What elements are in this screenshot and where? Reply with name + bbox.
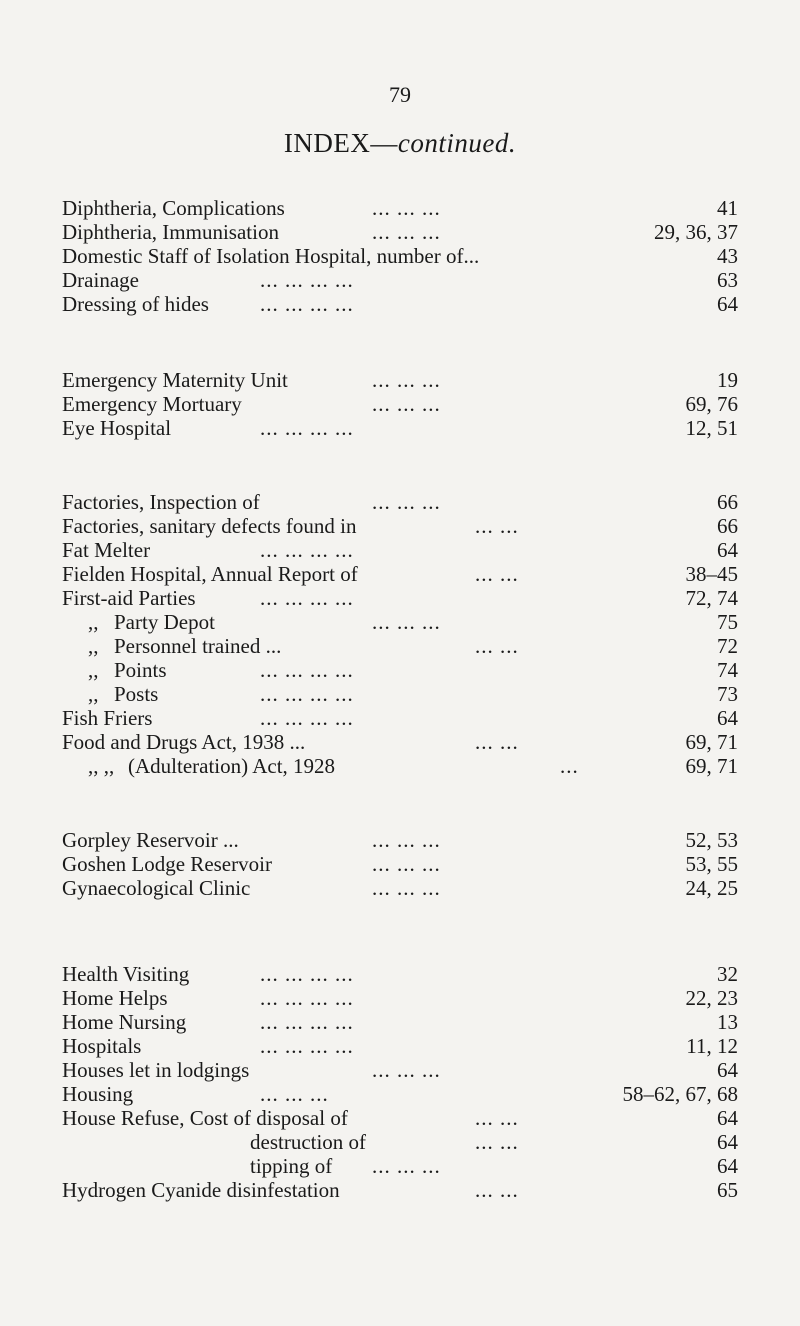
index-entry (0, 634, 800, 658)
index-entry (0, 1154, 800, 1178)
entry-pages: 11, 12 (686, 1034, 738, 1058)
entry-leader-dots: ... ... ... ... (260, 1034, 354, 1058)
entry-leader-dots: ... ... ... (372, 490, 441, 514)
entry-term: Houses let in lodgings (62, 1058, 250, 1082)
ditto-mark: ,, (88, 682, 99, 706)
entry-subterm: Personnel trained ... (114, 634, 282, 658)
entry-term: Eye Hospital (62, 416, 172, 440)
entry-leader-dots: ... ... (475, 730, 519, 754)
ditto-mark: ,, (88, 610, 99, 634)
entry-term: Health Visiting (62, 962, 190, 986)
entry-pages: 32 (717, 962, 738, 986)
entry-subterm: Party Depot (114, 610, 215, 634)
entry-subterm: tipping of (250, 1154, 333, 1178)
page-title-continued: continued. (397, 128, 517, 158)
entry-leader-dots: ... ... ... (372, 610, 441, 634)
index-entry (0, 538, 800, 562)
entry-leader-dots: ... ... (475, 634, 519, 658)
index-entry (0, 1010, 800, 1034)
entry-term: Factories, sanitary defects found in (62, 514, 357, 538)
index-entry (0, 1130, 800, 1154)
entry-pages: 64 (717, 706, 738, 730)
entry-leader-dots: ... ... ... ... (260, 538, 354, 562)
entry-leader-dots: ... ... (475, 562, 519, 586)
page-title-main: INDEX (283, 128, 371, 158)
entry-leader-dots: ... ... ... (372, 196, 441, 220)
entry-term: Diphtheria, Complications (62, 196, 285, 220)
entry-pages: 29, 36, 37 (654, 220, 738, 244)
entry-leader-dots: ... ... ... ... (260, 268, 354, 292)
entry-pages: 38–45 (685, 562, 738, 586)
page-title (0, 128, 800, 159)
entry-leader-dots: ... ... ... ... (260, 986, 354, 1010)
index-entry (0, 292, 800, 316)
index-entry (0, 986, 800, 1010)
entry-term (88, 658, 167, 682)
entry-pages: 69, 71 (685, 754, 738, 778)
entry-term: House Refuse, Cost of disposal of (62, 1106, 348, 1130)
entry-term: Factories, Inspection of (62, 490, 260, 514)
entry-leader-dots: ... ... ... (372, 852, 441, 876)
index-entry (0, 416, 800, 440)
index-entry (0, 1106, 800, 1130)
entry-term: Dressing of hides (62, 292, 209, 316)
entry-term: Food and Drugs Act, 1938 ... (62, 730, 306, 754)
entry-leader-dots: ... ... ... ... (260, 962, 354, 986)
entry-pages: 24, 25 (685, 876, 738, 900)
entry-pages: 58–62, 67, 68 (622, 1082, 738, 1106)
entry-subterm: destruction of (250, 1130, 367, 1154)
index-entry (0, 1178, 800, 1202)
index-entry (0, 196, 800, 220)
entry-term: Gorpley Reservoir ... (62, 828, 239, 852)
index-entry (0, 514, 800, 538)
index-entry (0, 706, 800, 730)
entry-term: Emergency Maternity Unit (62, 368, 288, 392)
ditto-mark: ,, ,, (88, 754, 115, 778)
entry-pages: 75 (717, 610, 738, 634)
index-entry (0, 1034, 800, 1058)
entry-pages: 72 (717, 634, 738, 658)
entry-term (88, 610, 215, 634)
entry-term: Goshen Lodge Reservoir (62, 852, 272, 876)
entry-leader-dots: ... ... (475, 1106, 519, 1130)
entry-leader-dots: ... ... (475, 1130, 519, 1154)
index-entry (0, 682, 800, 706)
entry-leader-dots: ... ... ... (372, 220, 441, 244)
index-entry (0, 586, 800, 610)
entry-leader-dots: ... ... ... (372, 368, 441, 392)
index-entry (0, 730, 800, 754)
page-number: 79 (389, 82, 411, 107)
entry-term: Housing (62, 1082, 134, 1106)
ditto-mark: ,, (88, 634, 99, 658)
entry-pages: 19 (717, 368, 738, 392)
index-entry (0, 962, 800, 986)
entry-leader-dots: ... (560, 754, 579, 778)
entry-term: Gynaecological Clinic (62, 876, 251, 900)
entry-pages: 64 (717, 1154, 738, 1178)
index-entry (0, 852, 800, 876)
entry-pages: 73 (717, 682, 738, 706)
entry-pages: 66 (717, 490, 738, 514)
entry-pages: 72, 74 (685, 586, 738, 610)
entry-leader-dots: ... ... ... (372, 828, 441, 852)
entry-term: Diphtheria, Immunisation (62, 220, 279, 244)
entry-leader-dots: ... ... ... (372, 876, 441, 900)
entry-pages: 53, 55 (685, 852, 738, 876)
index-entry (0, 392, 800, 416)
entry-subterm: (Adulteration) Act, 1928 (128, 754, 336, 778)
index-entry (0, 754, 800, 778)
index-entry (0, 244, 800, 268)
entry-term (88, 754, 335, 778)
entry-subterm: Posts (114, 682, 159, 706)
entry-term (88, 682, 158, 706)
entry-pages: 74 (717, 658, 738, 682)
index-section-g (0, 828, 800, 900)
entry-pages: 12, 51 (685, 416, 738, 440)
entry-pages: 52, 53 (685, 828, 738, 852)
entry-leader-dots: ... ... (475, 1178, 519, 1202)
index-section-h (0, 962, 800, 1202)
entry-pages: 64 (717, 1058, 738, 1082)
entry-leader-dots: ... ... ... (372, 392, 441, 416)
entry-term: Hospitals (62, 1034, 142, 1058)
entry-leader-dots: ... ... ... ... (260, 416, 354, 440)
index-entry (0, 562, 800, 586)
entry-pages: 65 (717, 1178, 738, 1202)
entry-term: Drainage (62, 268, 139, 292)
entry-term: Home Helps (62, 986, 168, 1010)
entry-leader-dots: ... ... (475, 514, 519, 538)
entry-term: First-aid Parties (62, 586, 196, 610)
entry-pages: 13 (717, 1010, 738, 1034)
entry-term: Home Nursing (62, 1010, 187, 1034)
index-entry (0, 268, 800, 292)
index-entry (0, 876, 800, 900)
entry-leader-dots: ... ... ... (372, 1154, 441, 1178)
entry-term: Domestic Staff of Isolation Hospital, number of... (62, 244, 480, 268)
entry-term: Hydrogen Cyanide disinfestation (62, 1178, 340, 1202)
entry-leader-dots: ... ... ... ... (260, 292, 354, 316)
entry-pages: 22, 23 (685, 986, 738, 1010)
entry-pages: 69, 76 (685, 392, 738, 416)
entry-leader-dots: ... ... ... (372, 1058, 441, 1082)
entry-pages: 64 (717, 1106, 738, 1130)
index-section-e (0, 368, 800, 440)
index-entry (0, 828, 800, 852)
entry-pages: 63 (717, 268, 738, 292)
entry-pages: 64 (717, 1130, 738, 1154)
page-title-dash: — (370, 128, 398, 158)
index-section-f (0, 490, 800, 778)
entry-term (88, 634, 281, 658)
entry-pages: 43 (717, 244, 738, 268)
index-entry (0, 1058, 800, 1082)
entry-term: Fielden Hospital, Annual Report of (62, 562, 358, 586)
entry-pages: 69, 71 (685, 730, 738, 754)
index-entry (0, 220, 800, 244)
entry-pages: 64 (717, 538, 738, 562)
index-entry (0, 368, 800, 392)
entry-leader-dots: ... ... ... ... (260, 706, 354, 730)
entry-pages: 66 (717, 514, 738, 538)
entry-leader-dots: ... ... ... ... (260, 658, 354, 682)
entry-term: Emergency Mortuary (62, 392, 242, 416)
entry-leader-dots: ... ... ... ... (260, 1010, 354, 1034)
index-entry (0, 490, 800, 514)
entry-leader-dots: ... ... ... (260, 1082, 329, 1106)
entry-pages: 41 (717, 196, 738, 220)
entry-leader-dots: ... ... ... ... (260, 682, 354, 706)
entry-pages: 64 (717, 292, 738, 316)
entry-term: Fish Friers (62, 706, 153, 730)
index-entry (0, 658, 800, 682)
entry-term: Fat Melter (62, 538, 151, 562)
index-entry (0, 610, 800, 634)
entry-subterm: Points (114, 658, 167, 682)
entry-leader-dots: ... ... ... ... (260, 586, 354, 610)
index-entry (0, 1082, 800, 1106)
ditto-mark: ,, (88, 658, 99, 682)
index-section-d (0, 196, 800, 316)
